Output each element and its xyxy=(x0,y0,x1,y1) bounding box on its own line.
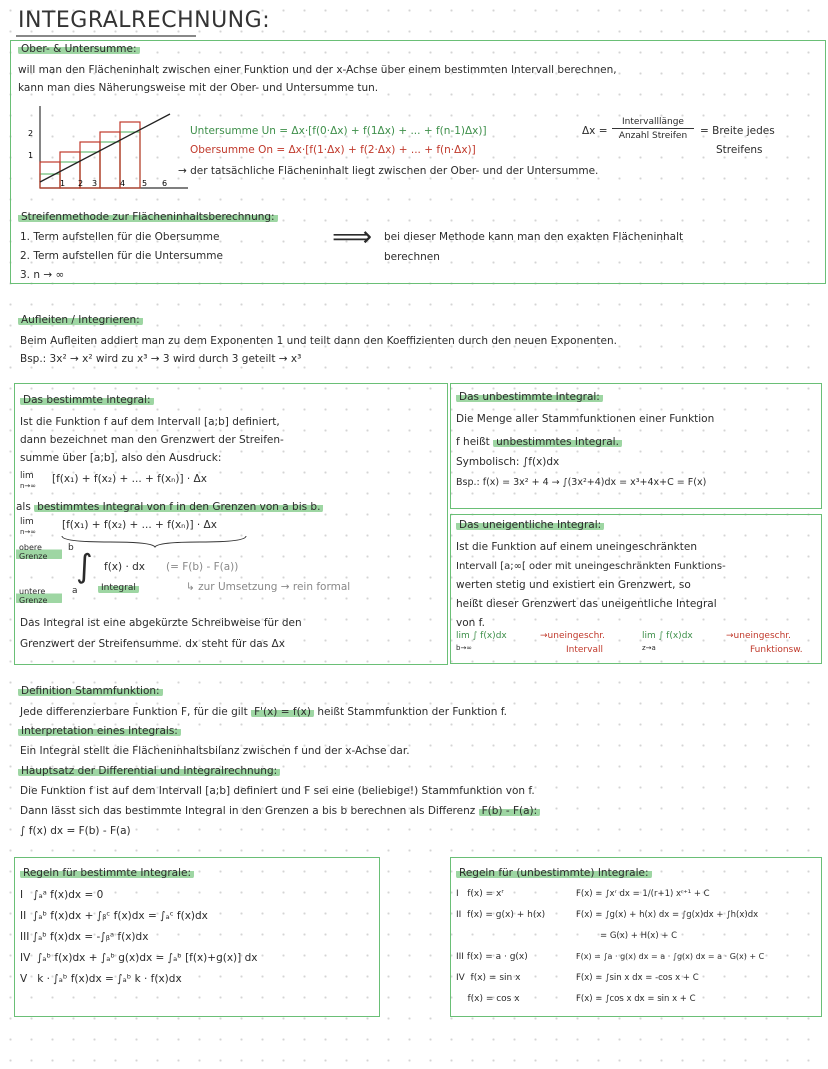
x-tick: 6 xyxy=(162,179,168,188)
rule-left-1: I f(x) = xʳ xyxy=(456,889,504,899)
bestimmt-line-5: Das Integral ist eine abgekürzte Schreibweise für den xyxy=(20,617,302,629)
rule-bestimmt-5: V k · ∫ₐᵇ f(x)dx = ∫ₐᵇ k · f(x)dx xyxy=(20,973,182,985)
page-title: INTEGRALRECHNUNG: xyxy=(18,8,271,33)
rule-right-2: F(x) = ∫g(x) + h(x) dx = ∫g(x)dx + ∫h(x)dx xyxy=(576,910,759,920)
lim-sub: n→∞ xyxy=(20,482,37,490)
heading-ober-untersumme: Ober- & Untersumme: xyxy=(18,42,140,57)
heading-regeln-unbestimmt: Regeln für (unbestimmte) Integrale: xyxy=(456,866,652,881)
dx-result-1: = Breite jedes xyxy=(700,125,775,137)
rule-right-5: F(x) = ∫cos x dx = sin x + C xyxy=(576,994,696,1004)
uneigentlich-line-2: Intervall [a;∞[ oder mit uneingeschränkten Funktions- xyxy=(456,561,726,572)
x-tick: 4 xyxy=(120,179,126,188)
rule-bestimmt-2: II ∫ₐᵇ f(x)dx + ∫ᵦᶜ f(x)dx = ∫ₐᶜ f(x)dx xyxy=(20,910,208,922)
bestimmt-line-3: summe über [a;b], also den Ausdruck: xyxy=(20,452,222,464)
lim-sub-2: n→∞ xyxy=(20,528,37,536)
heading-aufleiten: Aufleiten / Integrieren: xyxy=(18,313,143,328)
unbestimmt-line-2: f heißt unbestimmtes Integral. xyxy=(456,435,622,450)
upper-rect xyxy=(100,132,120,188)
interpretation-line: Ein Integral stellt die Flächeninhaltsbilanz zwischen f und der x-Achse dar. xyxy=(20,745,410,757)
y-tick-1: 1 xyxy=(28,151,34,160)
uneigentlich-line-4: heißt dieser Grenzwert das uneigentliche Integral xyxy=(456,598,717,610)
unbestimmt-line-1: Die Menge aller Stammfunktionen einer Funktion xyxy=(456,413,715,425)
uneigentlich-line-5: von f. xyxy=(456,617,485,629)
rule-left-3: III f(x) = a · g(x) xyxy=(456,952,528,962)
streifensumme-expr: [f(x₁) + f(x₂) + ... + f(xₙ)] · Δx xyxy=(52,473,207,485)
rule-bestimmt-1: I ∫ₐᵃ f(x)dx = 0 xyxy=(20,889,104,901)
intro-line-2: kann man dies Näherungsweise mit der Ober- und Untersumme tun. xyxy=(18,82,379,94)
uneigentlich-line-3: werten stetig und existiert ein Grenzwert, so xyxy=(456,579,691,591)
untersumme-formula: Untersumme Un = Δx·[f(0·Δx) + f(1Δx) + ... + f(n-1)Δx)] xyxy=(190,125,487,137)
uneingeschr-funktionsw-b: Funktionsw. xyxy=(750,645,803,655)
ftc-hint: (= F(b) - F(a)) xyxy=(166,561,239,573)
title-underline xyxy=(16,35,196,37)
brace xyxy=(60,534,250,548)
unbestimmt-example: Bsp.: f(x) = 3x² + 4 → ∫(3x²+4)dx = x³+4x+C = F(x) xyxy=(456,477,707,488)
integrand: f(x) · dx xyxy=(104,561,145,573)
lim-label-2: lim xyxy=(20,517,34,527)
bound-a: a xyxy=(72,586,78,596)
heading-bestimmtes-integral: Das bestimmte Integral: xyxy=(20,393,154,408)
heading-regeln-bestimmt: Regeln für bestimmte Integrale: xyxy=(20,866,194,881)
bound-b: b xyxy=(68,543,74,553)
lim-b-inf: lim ∫ f(x)dx xyxy=(456,631,507,641)
aufleiten-line-1: Beim Aufleiten addiert man zu dem Exponenten 1 und teilt dann den Koeffizienten durch den neuen Exponenten. xyxy=(20,335,617,347)
rule-left-4: IV f(x) = sin x xyxy=(456,973,521,983)
rule-right-4: F(x) = ∫sin x dx = -cos x + C xyxy=(576,973,699,983)
obere-grenze-label: obere Grenze xyxy=(16,543,62,561)
uneingeschr-funktionsw-a: →uneingeschr. xyxy=(726,631,792,641)
untere-grenze-label: untere Grenze xyxy=(16,587,62,605)
heading-stammfunktion: Definition Stammfunktion: xyxy=(18,684,163,699)
hauptsatz-line-1: Die Funktion f ist auf dem Intervall [a;b] definiert und F sei eine (beliebige!) Stammfunktion von f. xyxy=(20,785,535,797)
heading-streifenmethode: Streifenmethode zur Flächeninhaltsberechnung: xyxy=(18,210,278,225)
dx-label: Δx = xyxy=(582,125,608,137)
function-line xyxy=(40,114,170,182)
step-3: 3. n → ∞ xyxy=(20,269,65,281)
upper-rect xyxy=(40,162,60,188)
actual-area-text: → der tatsächliche Flächeninhalt liegt zwischen der Ober- und der Untersumme. xyxy=(178,165,599,177)
aufleiten-line-2: Bsp.: 3x² → x² wird zu x³ → 3 wird durch 3 geteilt → x³ xyxy=(20,353,302,365)
result-line-2: berechnen xyxy=(384,251,440,263)
bestimmt-line-4: als bestimmtes Integral von f in den Grenzen von a bis b. xyxy=(16,500,323,515)
integral-label: Integral xyxy=(98,582,139,594)
heading-uneigentliches-integral: Das uneigentliche Integral: xyxy=(456,518,604,533)
x-tick: 5 xyxy=(142,179,148,188)
x-tick: 1 xyxy=(60,179,66,188)
lim-b-inf-sub: b→∞ xyxy=(456,644,473,652)
dx-numerator: Intervalllänge xyxy=(612,116,694,129)
rule-bestimmt-4: IV ∫ₐᵇ f(x)dx + ∫ₐᵇ g(x)dx = ∫ₐᵇ [f(x)+g(x)] dx xyxy=(20,952,258,964)
bestimmt-line-2: dann bezeichnet man den Grenzwert der Streifen- xyxy=(20,434,284,446)
uneingeschr-intervall-b: Intervall xyxy=(566,645,603,655)
heading-unbestimmtes-integral: Das unbestimmte Integral: xyxy=(456,390,603,405)
umsetzung-note: ↳ zur Umsetzung → rein formal xyxy=(186,581,351,593)
y-tick-2: 2 xyxy=(28,129,34,138)
unbestimmt-line-3: Symbolisch: ∫f(x)dx xyxy=(456,456,560,468)
hauptsatz-line-2: Dann lässt sich das bestimmte Integral in den Grenzen a bis b berechnen als Differenz F(b) - F(a): xyxy=(20,804,540,819)
dx-denominator: Anzahl Streifen xyxy=(618,131,688,141)
dx-result-2: Streifens xyxy=(716,144,763,156)
x-tick: 3 xyxy=(92,179,98,188)
lim-label: lim xyxy=(20,471,34,481)
rule-right-1: F(x) = ∫xʳ dx = 1/(r+1) xʳ⁺¹ + C xyxy=(576,889,710,899)
uneingeschr-intervall-a: →uneingeschr. xyxy=(540,631,606,641)
intro-line-1: will man den Flächeninhalt zwischen einer Funktion und der x-Achse über einem bestimmten Intervall berechnen, xyxy=(18,64,617,76)
implies-arrow: ⟹ xyxy=(332,220,373,253)
result-line-1: bei dieser Methode kann man den exakten Flächeninhalt xyxy=(384,231,684,243)
x-tick: 2 xyxy=(78,179,84,188)
rule-right-2b: = G(x) + H(x) + C xyxy=(600,931,678,941)
heading-hauptsatz: Hauptsatz der Differential und Integralrechnung: xyxy=(18,764,280,779)
hauptsatz-formula: ∫ f(x) dx = F(b) - F(a) xyxy=(20,825,131,837)
bestimmt-line-1: Ist die Funktion f auf dem Intervall [a;b] definiert, xyxy=(20,416,280,428)
step-2: 2. Term aufstellen für die Untersumme xyxy=(20,250,223,262)
heading-interpretation: Interpretation eines Integrals: xyxy=(18,724,181,739)
rule-right-3: F(x) = ∫a · g(x) dx = a · ∫g(x) dx = a · G(x) + C xyxy=(576,952,765,961)
rule-left-2: II f(x) = g(x) + h(x) xyxy=(456,910,546,920)
rule-left-5: f(x) = cos x xyxy=(456,994,520,1004)
rule-bestimmt-3: III ∫ₐᵇ f(x)dx = -∫ᵦᵃ f(x)dx xyxy=(20,931,149,943)
step-1: 1. Term aufstellen für die Obersumme xyxy=(20,231,220,243)
bestimmt-line-6: Grenzwert der Streifensumme. dx steht für das Δx xyxy=(20,638,285,650)
obersumme-formula: Obersumme On = Δx·[f(1·Δx) + f(2·Δx) + ... + f(n·Δx)] xyxy=(190,144,476,156)
streifensumme-expr-2: [f(x₁) + f(x₂) + ... + f(xₙ)] · Δx xyxy=(62,519,217,531)
sum-graph xyxy=(20,100,190,192)
integral-sign: ∫ xyxy=(76,547,93,585)
stammfunktion-line: Jede differenzierbare Funktion F, für die gilt F'(x) = f(x) heißt Stammfunktion der Funktion f. xyxy=(20,706,507,718)
uneigentlich-line-1: Ist die Funktion auf einem uneingeschränkten xyxy=(456,541,697,553)
lim-z-a-sub: z→a xyxy=(642,644,656,652)
lim-z-a: lim ∫ f(x)dx xyxy=(642,631,693,641)
